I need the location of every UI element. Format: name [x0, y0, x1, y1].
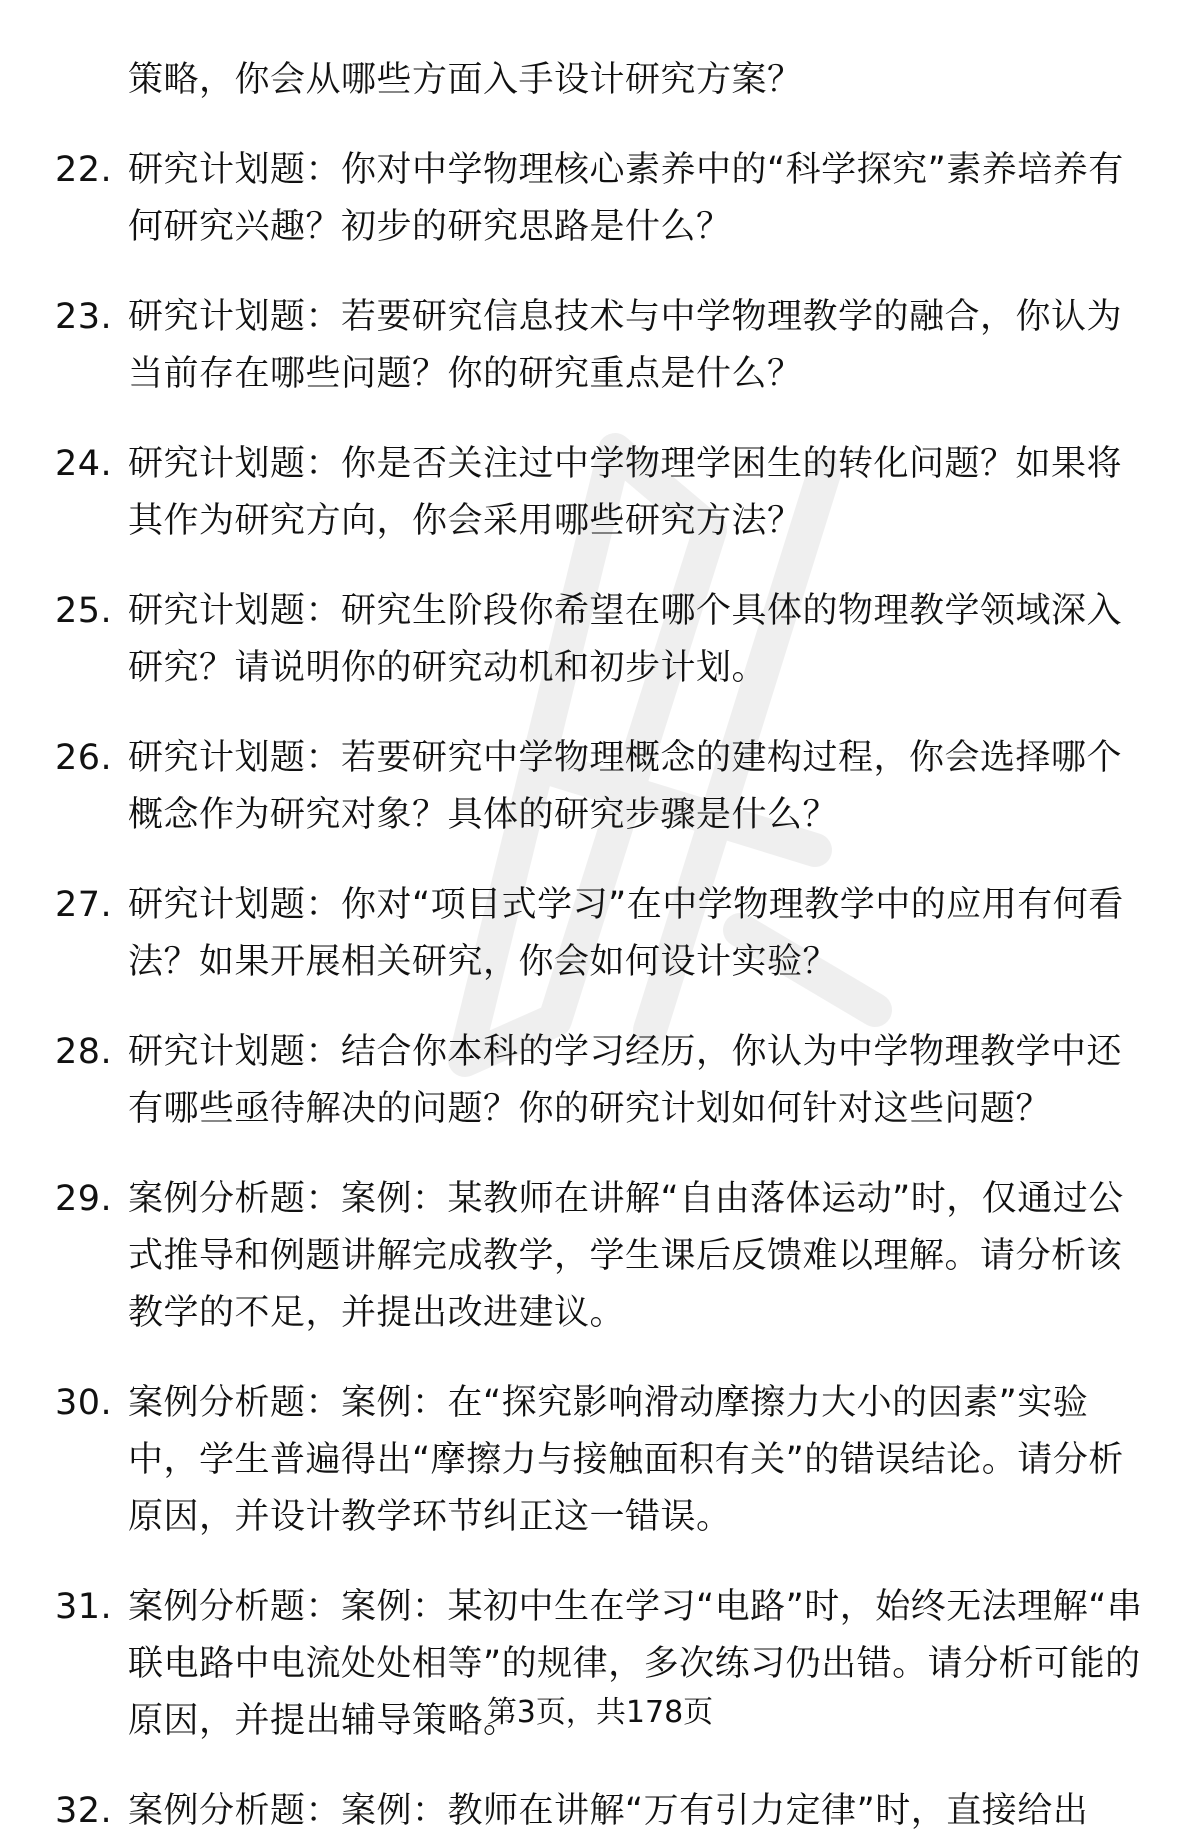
question-text: 研究计划题：研究生阶段你希望在哪个具体的物理教学领域深入研究？请说明你的研究动机和初步计划。 — [128, 591, 1123, 688]
question-number: 26. — [55, 738, 113, 778]
question-number: 24. — [55, 444, 113, 484]
question-text: 案例分析题：案例：在“探究影响滑动摩擦力大小的因素”实验中，学生普遍得出“摩擦力与接触面积有关”的错误结论。请分析原因，并设计教学环节纠正这一错误。 — [128, 1383, 1124, 1537]
question-item-28 — [55, 1024, 1145, 1138]
question-text: 研究计划题：若要研究信息技术与中学物理教学的融合，你认为当前存在哪些问题？你的研究重点是什么？ — [128, 297, 1123, 394]
question-number: 32. — [55, 1791, 113, 1831]
question-text: 案例分析题：案例：某初中生在学习“电路”时，始终无法理解“串联电路中电流处处相等”的规律，多次练习仍出错。请分析可能的原因，并提出辅导策略。 — [128, 1587, 1143, 1741]
question-number: 30. — [55, 1383, 113, 1423]
question-number: 31. — [55, 1587, 113, 1627]
question-text: 案例分析题：案例：某教师在讲解“自由落体运动”时，仅通过公式推导和例题讲解完成教学，学生课后反馈难以理解。请分析该教学的不足，并提出改进建议。 — [128, 1179, 1124, 1333]
question-item-26 — [55, 730, 1145, 844]
page-number-footer: 第3页，共178页 — [486, 1695, 714, 1730]
question-text: 研究计划题：你对中学物理核心素养中的“科学探究”素养培养有何研究兴趣？初步的研究思路是什么？ — [128, 150, 1124, 247]
question-item-22 — [55, 142, 1145, 256]
question-text: 研究计划题：若要研究中学物理概念的建构过程，你会选择哪个概念作为研究对象？具体的研究步骤是什么？ — [128, 738, 1123, 835]
question-item-23 — [55, 289, 1145, 403]
question-text: 研究计划题：你对“项目式学习”在中学物理教学中的应用有何看法？如果开展相关研究，你会如何设计实验？ — [128, 885, 1124, 982]
question-number: 23. — [55, 297, 113, 337]
question-number: 28. — [55, 1032, 113, 1072]
question-item-25 — [55, 583, 1145, 697]
question-item-29 — [55, 1171, 1145, 1342]
question-item-24 — [55, 436, 1145, 550]
question-item-32 — [55, 1783, 1145, 1840]
question-list — [55, 52, 1145, 1840]
continued-question-text: 策略，你会从哪些方面入手设计研究方案？ — [128, 60, 803, 100]
question-item-27 — [55, 877, 1145, 991]
question-text: 研究计划题：你是否关注过中学物理学困生的转化问题？如果将其作为研究方向，你会采用哪些研究方法？ — [128, 444, 1123, 541]
question-item-30 — [55, 1375, 1145, 1546]
question-number: 29. — [55, 1179, 113, 1219]
question-number: 22. — [55, 150, 113, 190]
question-number: 27. — [55, 885, 113, 925]
question-number: 25. — [55, 591, 113, 631]
question-text: 案例分析题：案例：教师在讲解“万有引力定律”时，直接给出 — [128, 1791, 1089, 1831]
question-text: 研究计划题：结合你本科的学习经历，你认为中学物理教学中还有哪些亟待解决的问题？你的研究计划如何针对这些问题？ — [128, 1032, 1123, 1129]
